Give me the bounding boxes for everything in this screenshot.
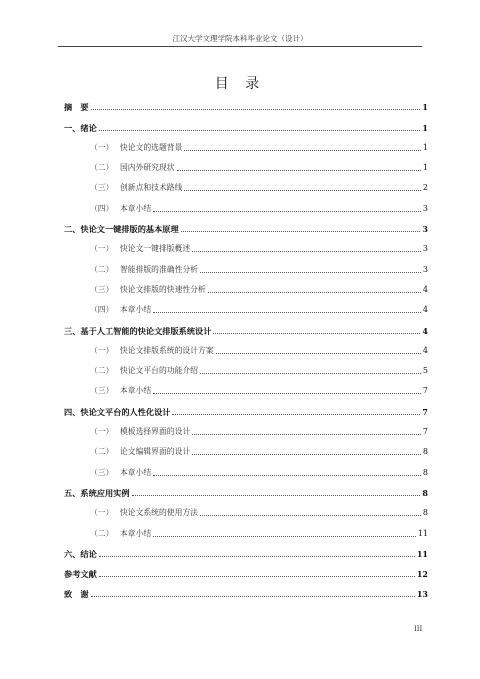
toc-chapter-entry[interactable]	[64, 580, 428, 600]
toc-section-entry[interactable]	[64, 519, 428, 539]
dot-leader	[200, 272, 421, 273]
toc-entry-label	[64, 325, 211, 337]
toc-entry-label	[90, 203, 151, 215]
toc-page-number: 5	[422, 366, 428, 376]
toc-section-number: （三）	[90, 386, 114, 396]
toc-section-entry[interactable]	[64, 337, 428, 357]
toc-page-number: 13	[416, 589, 428, 600]
toc-entry-label	[90, 528, 151, 540]
page-number: III	[414, 625, 423, 633]
toc-section-number: （二）	[90, 366, 114, 376]
toc-section-entry[interactable]	[64, 255, 428, 275]
toc-entry-label	[90, 446, 190, 458]
toc-chapter-entry[interactable]	[64, 479, 428, 499]
toc-section-number: （四）	[90, 203, 114, 213]
toc-page-number: 11	[416, 548, 428, 559]
dot-leader	[213, 333, 420, 334]
toc-entry-text: 一、绪论	[64, 122, 97, 133]
toc-chapter-entry[interactable]	[64, 215, 428, 235]
toc-entry-label	[90, 426, 190, 438]
toc-entry-label	[90, 264, 198, 276]
toc-entry-text: 快论文一键排版概述	[120, 244, 191, 254]
dot-leader	[91, 596, 415, 597]
toc-entry-label	[64, 548, 97, 560]
dot-leader	[200, 373, 421, 374]
toc-entry-text: 创新点和技术路线	[120, 183, 183, 193]
dot-leader	[192, 454, 421, 455]
dot-leader	[192, 251, 421, 252]
header-rule	[58, 46, 422, 47]
toc-entry-label	[90, 142, 182, 154]
toc-page-number: 3	[422, 203, 428, 213]
toc-section-number: （二）	[90, 264, 114, 274]
toc-chapter-entry[interactable]	[64, 93, 428, 113]
toc-entry-label	[64, 568, 97, 580]
toc-page-number: 7	[422, 427, 428, 437]
toc-entry-text: 三、基于人工智能的快论文排版系统设计	[64, 325, 212, 336]
toc-section-entry[interactable]	[64, 174, 428, 194]
toc-entry-text: 参考文献	[64, 569, 97, 580]
toc-section-entry[interactable]	[64, 194, 428, 214]
toc-chapter-entry[interactable]	[64, 560, 428, 580]
toc-page-number: 8	[422, 447, 428, 457]
dot-leader	[208, 292, 421, 293]
toc-section-entry[interactable]	[64, 154, 428, 174]
toc-page-number: 4	[422, 345, 428, 355]
toc-page-number: 8	[422, 467, 428, 477]
toc-section-number: （一）	[90, 345, 114, 355]
toc-chapter-entry[interactable]	[64, 397, 428, 417]
toc-section-number: （三）	[90, 467, 114, 477]
toc-entry-text: 五、系统应用实例	[64, 487, 130, 498]
toc-entry-label	[90, 467, 151, 479]
toc-page-number: 12	[416, 569, 428, 580]
dot-leader	[181, 231, 421, 232]
toc-section-number: （二）	[90, 447, 114, 457]
toc-page-number: 2	[422, 183, 428, 193]
toc-entry-text: 论文编辑界面的设计	[120, 447, 191, 457]
toc-entry-text: 快论文系统的使用方法	[120, 508, 198, 518]
toc-section-entry[interactable]	[64, 377, 428, 397]
dot-leader	[200, 515, 421, 516]
toc-entry-label	[90, 365, 198, 377]
toc-page-number: 3	[422, 224, 428, 235]
toc-entry-text: 本章小结	[120, 528, 152, 538]
toc-entry-text: 本章小结	[120, 203, 152, 213]
toc-page-number: 7	[422, 406, 428, 417]
toc-entry-label	[90, 345, 214, 357]
dot-leader	[177, 170, 421, 171]
toc-page-number: 3	[422, 244, 428, 254]
toc-section-entry[interactable]	[64, 235, 428, 255]
toc-section-entry[interactable]	[64, 276, 428, 296]
toc-section-number: （一）	[90, 244, 114, 254]
dot-leader	[99, 576, 415, 577]
toc-entry-label	[90, 243, 190, 255]
toc-entry-label	[64, 223, 179, 235]
toc-entry-label	[64, 406, 170, 418]
toc-section-entry[interactable]	[64, 134, 428, 154]
toc-chapter-entry[interactable]	[64, 540, 428, 560]
toc-section-entry[interactable]	[64, 458, 428, 478]
dot-leader	[91, 109, 421, 110]
dot-leader	[153, 312, 421, 313]
toc-page-number: 1	[422, 142, 428, 152]
toc-page-number: 4	[422, 284, 428, 294]
toc-entry-text: 摘 要	[64, 102, 89, 113]
toc-entry-text: 四、快论文平台的人性化设计	[64, 406, 171, 417]
toc-entry-label	[90, 385, 151, 397]
dot-leader	[184, 150, 421, 151]
toc-entry-label	[90, 304, 151, 316]
toc-section-number: （一）	[90, 508, 114, 518]
toc-entry-text: 本章小结	[120, 467, 152, 477]
dot-leader	[153, 475, 421, 476]
toc-section-number: （一）	[90, 142, 114, 152]
running-header: 江汉大学文理学院本科毕业论文（设计）	[172, 34, 308, 43]
toc-section-number: （三）	[90, 284, 114, 294]
toc-page-number: 1	[422, 102, 428, 113]
page-title: 目 录	[214, 76, 266, 92]
toc-entry-text: 六、结论	[64, 548, 97, 559]
toc-entry-text: 快论文排版的快速性分析	[120, 284, 206, 294]
toc-entry-text: 快论文排版系统的设计方案	[120, 345, 214, 355]
toc-section-entry[interactable]	[64, 418, 428, 438]
toc-entry-text: 快论文的选题背景	[120, 142, 183, 152]
toc-entry-text: 致 谢	[64, 589, 89, 600]
dot-leader	[184, 190, 421, 191]
toc-entry-label	[64, 101, 89, 113]
toc-section-entry[interactable]	[64, 296, 428, 316]
toc-entry-label	[90, 162, 175, 174]
toc-page-number: 1	[422, 122, 428, 133]
toc-page-number: 8	[422, 487, 428, 498]
dot-leader	[216, 353, 421, 354]
dot-leader	[153, 536, 416, 537]
toc-section-number: （一）	[90, 427, 114, 437]
dot-leader	[153, 211, 421, 212]
toc-section-entry[interactable]	[64, 499, 428, 519]
table-of-contents	[64, 93, 428, 600]
toc-section-number: （二）	[90, 528, 114, 538]
toc-chapter-entry[interactable]	[64, 113, 428, 133]
toc-entry-text: 本章小结	[120, 386, 152, 396]
dot-leader	[99, 130, 421, 131]
toc-entry-label	[64, 588, 89, 600]
toc-entry-text: 快论文平台的功能介绍	[120, 366, 198, 376]
toc-entry-text: 二、快论文一键排版的基本原理	[64, 224, 179, 235]
toc-entry-label	[90, 284, 206, 296]
toc-section-number: （三）	[90, 183, 114, 193]
dot-leader	[192, 434, 421, 435]
toc-entry-label	[90, 182, 182, 194]
toc-page-number: 4	[422, 325, 428, 336]
toc-section-entry[interactable]	[64, 438, 428, 458]
toc-page-number: 8	[422, 508, 428, 518]
toc-page-number: 4	[422, 305, 428, 315]
toc-entry-text: 模板选择界面的设计	[120, 427, 191, 437]
toc-section-number: （二）	[90, 163, 114, 173]
toc-page-number: 3	[422, 264, 428, 274]
toc-page-number: 7	[422, 386, 428, 396]
dot-leader	[172, 414, 420, 415]
toc-entry-text: 本章小结	[120, 305, 152, 315]
toc-entry-text: 国内外研究现状	[120, 163, 175, 173]
toc-entry-label	[64, 487, 130, 499]
toc-page-number: 1	[422, 163, 428, 173]
toc-entry-text: 智能排版的准确性分析	[120, 264, 198, 274]
toc-chapter-entry[interactable]	[64, 316, 428, 336]
toc-entry-label	[90, 507, 198, 519]
toc-section-entry[interactable]	[64, 357, 428, 377]
toc-section-number: （四）	[90, 305, 114, 315]
dot-leader	[153, 393, 421, 394]
dot-leader	[99, 556, 415, 557]
toc-page-number: 11	[417, 528, 428, 538]
toc-entry-label	[64, 122, 97, 134]
dot-leader	[132, 495, 421, 496]
